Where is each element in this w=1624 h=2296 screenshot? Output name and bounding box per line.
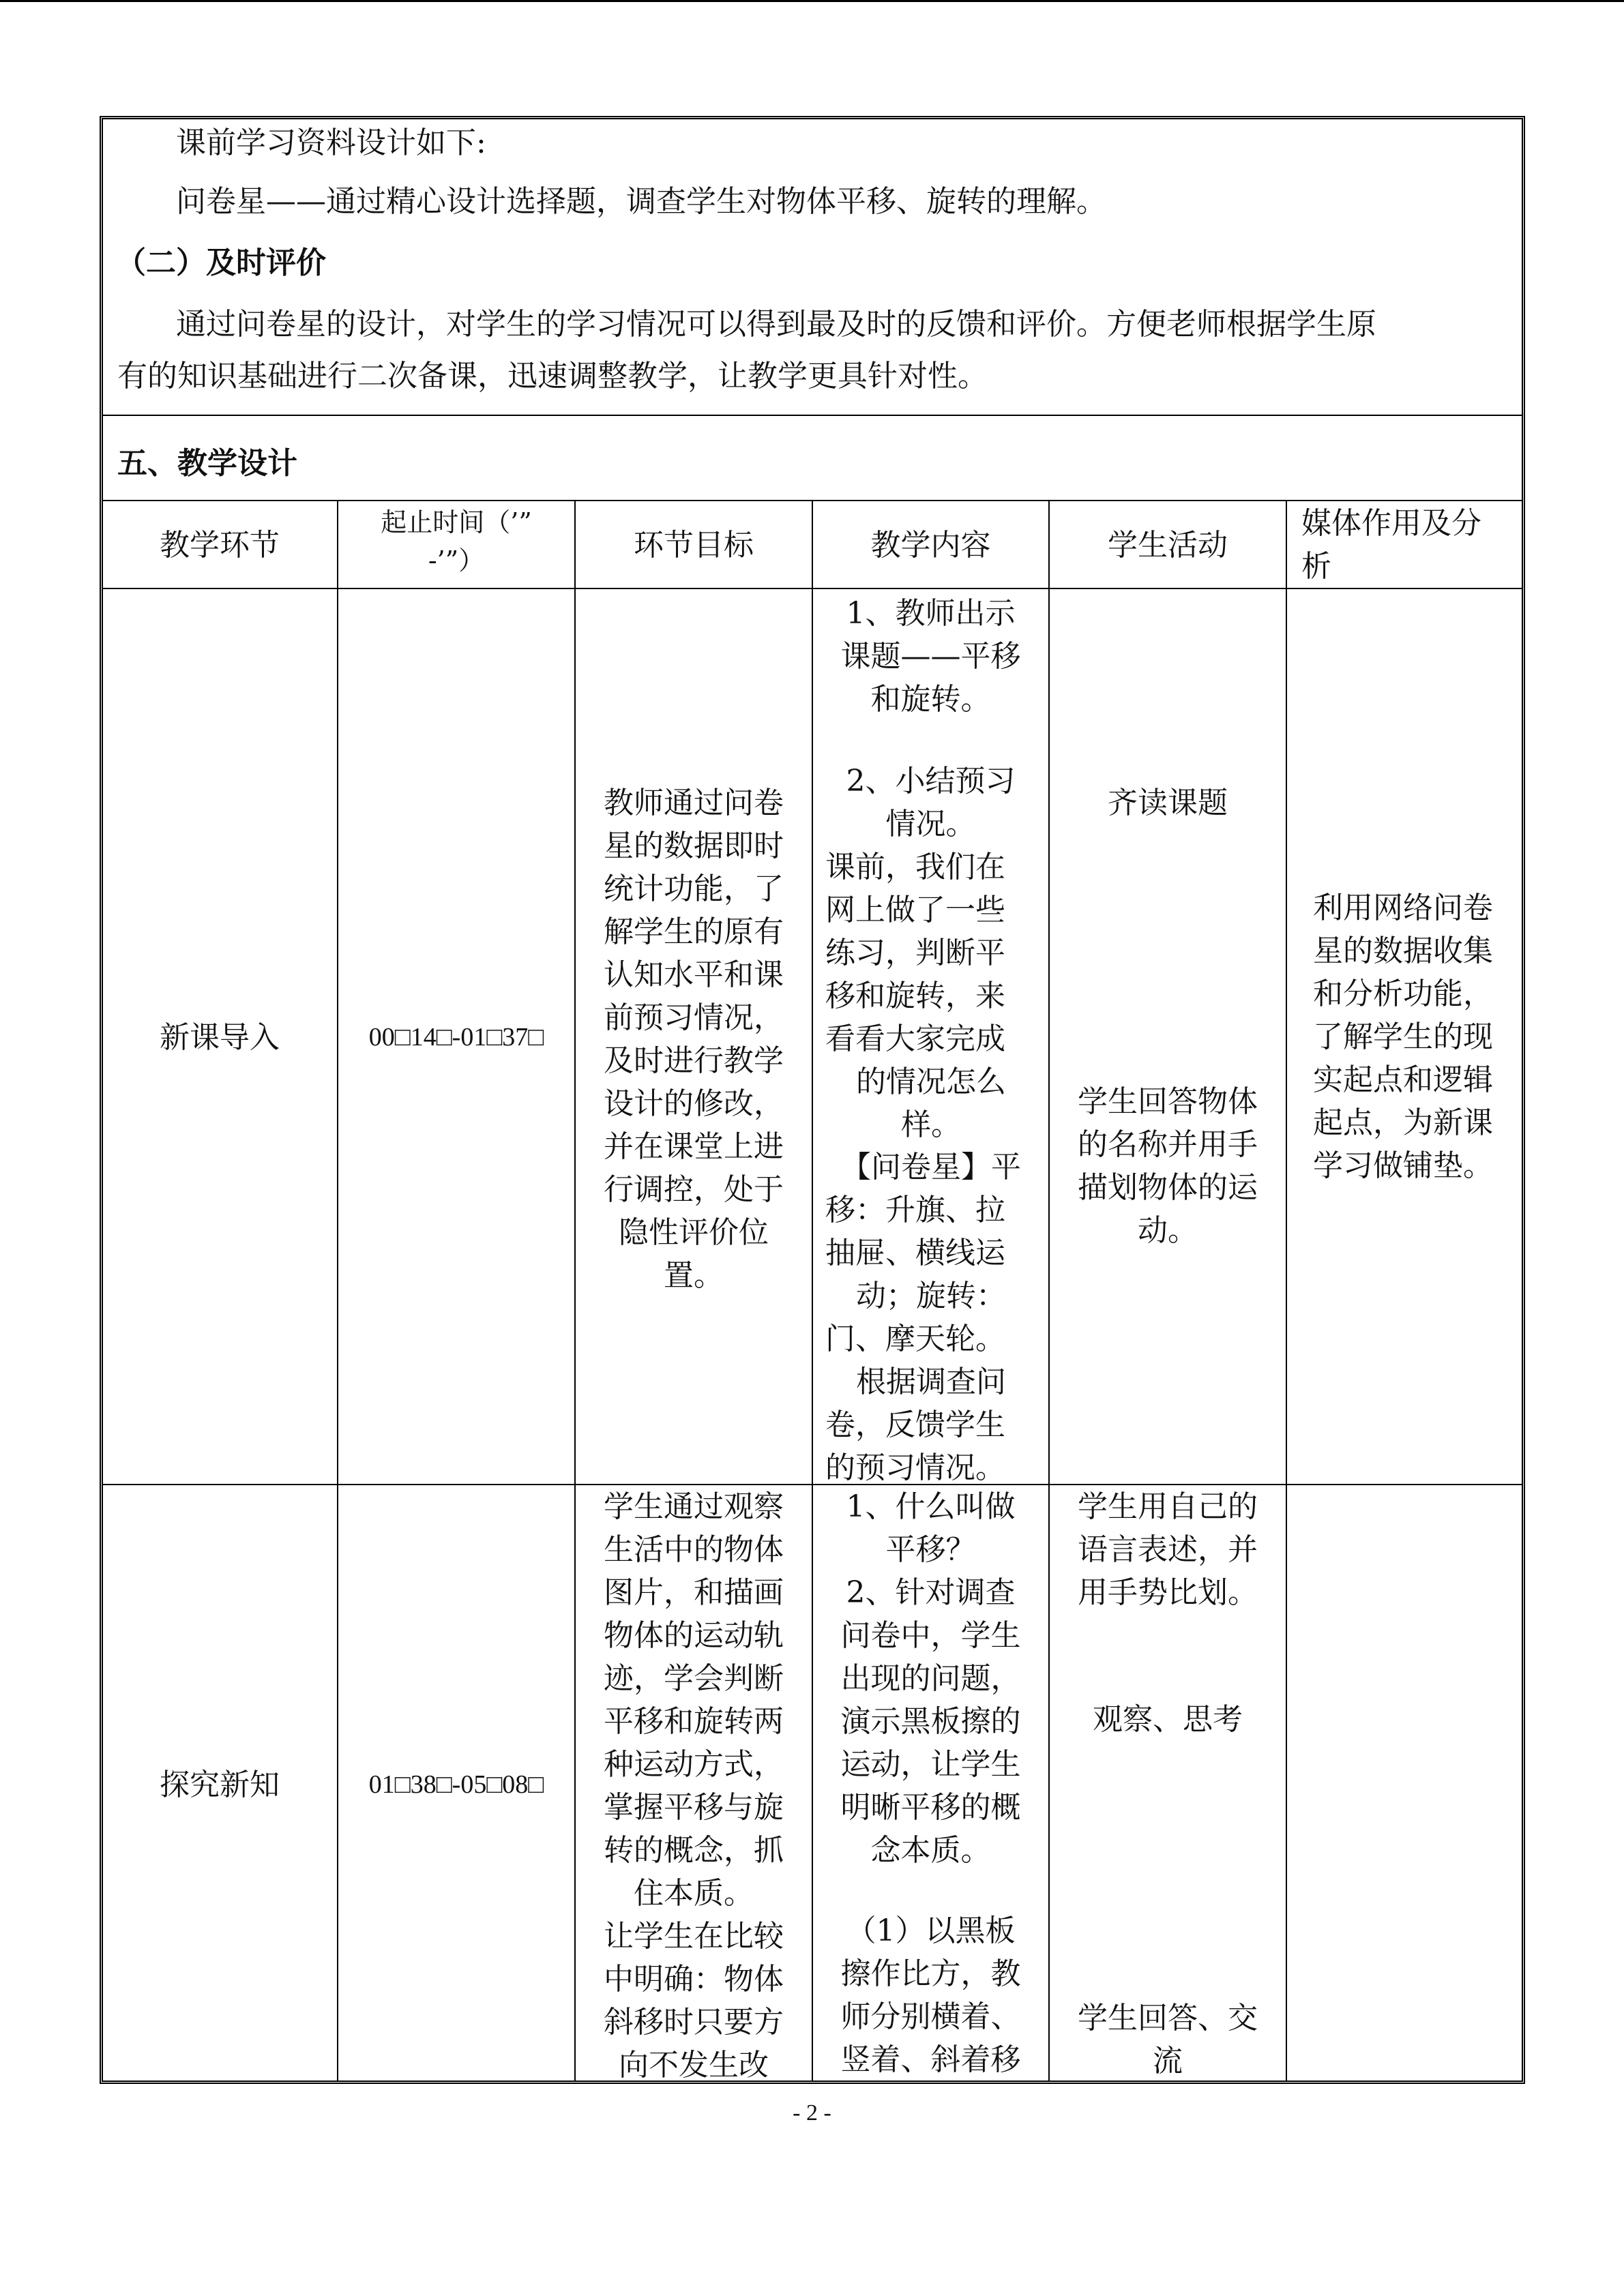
cell-text-line: 2、针对调查 [846,1575,1016,1610]
cell-text-line: 平移和旋转两 [604,1704,784,1739]
cell-text-line: 前预习情况， [604,1000,784,1035]
cell-text-line: 转的概念，抓 [604,1833,784,1868]
cell-text-line: 明晰平移的概 [840,1790,1021,1825]
cell-text-line: 学生用自己的 [1078,1489,1258,1524]
row1-goal [577,781,810,1297]
intro-line-2: 问卷星——通过精心设计选择题，调查学生对物体平移、旋转的理解。 [176,184,1106,219]
cell-text-line: 【问卷星】平 [841,1150,1021,1184]
column-divider [1048,501,1050,2081]
cell-text-line: 的预习情况。 [825,1450,1005,1485]
row2-stage: 探究新知 [160,1768,280,1802]
cell-text-line: （1）以黑板 [846,1913,1016,1948]
row1-stage: 新课导入 [160,1020,280,1055]
cell-text-line: 齐读课题 [1108,786,1228,820]
cell-text-line: 星的数据收集 [1313,934,1493,968]
cell-text-line: 练习，判断平 [825,936,1005,970]
cell-text-line: 学生回答物体 [1078,1084,1258,1119]
cell-text-line: 看看大家完成 [825,1022,1005,1056]
header-media: 媒体作用及分 析 [1301,506,1481,584]
cell-text-line: 擦作比方，教 [840,1956,1021,1991]
cell-text-line: 演示黑板擦的 [840,1704,1021,1739]
cell-text-line: 运动，让学生 [840,1747,1021,1782]
cell-text-line: 的情况怎么 [856,1064,1006,1099]
cell-text-line: 网上做了一些 [825,893,1005,927]
divider [102,415,1523,416]
cell-text-line: 物体的运动轨 [604,1618,784,1653]
cell-text-line: 门、摩天轮。 [825,1322,1005,1356]
cell-text-line: 斜移时只要方 [604,2005,784,2040]
cell-text-line: 生活中的物体 [604,1532,784,1567]
page-number: - 2 - [793,2100,831,2126]
cell-text-line: 起点，为新课 [1313,1105,1493,1140]
cell-text-line: 种运动方式， [604,1747,784,1782]
cell-text-line: 了解学生的现 [1313,1019,1493,1054]
row2-activity-discuss [1050,1997,1286,2083]
cell-text-line: 情况。 [885,807,976,841]
row1-content-summary [813,760,1048,846]
cell-text-line: 并在课堂上进 [604,1129,784,1164]
intro-line-1: 课前学习资料设计如下: [176,125,486,160]
cell-text-line: 动；旋转： [856,1279,1006,1313]
cell-text-line: 统计功能，了 [604,871,784,906]
cell-text-line: 语言表述，并 [1078,1532,1258,1567]
cell-text-line: 置。 [664,1258,724,1293]
cell-text-line: 1、教师出示 [846,596,1016,631]
row1-content-review [825,846,1037,1146]
cell-text-line: 行调控，处于 [604,1172,784,1207]
cell-text-line: 教师通过问卷 [604,786,784,820]
cell-text-line: 流 [1153,2044,1183,2078]
row2-activity-express [1050,1485,1286,1614]
cell-text-line: 向不发生改 [619,2048,769,2083]
cell-text-line: 问卷中，学生 [840,1618,1021,1653]
cell-text-line: 用手势比划。 [1078,1575,1258,1610]
row1-activity-answer [1050,1080,1286,1252]
cell-text-line: 星的数据即时 [604,829,784,863]
cell-text-line: 实起点和逻辑 [1313,1062,1493,1097]
row1-content-intro [813,592,1048,721]
cell-text-line: 和分析功能， [1313,976,1493,1011]
cell-text-line: 住本质。 [634,1876,754,1911]
column-divider [574,501,576,2081]
cell-text-line: 学生通过观察 [604,1489,784,1524]
column-divider [337,501,338,2081]
cell-text-line: 中明确：物体 [604,1962,784,1997]
row2-goal [577,1485,810,2087]
top-border-line [0,0,1624,2]
header-activity: 学生活动 [1108,528,1228,563]
row1-media [1287,886,1519,1187]
section-title: 五、教学设计 [117,446,297,481]
cell-text-line: 2、小结预习 [846,764,1016,799]
cell-text-line: 学习做铺垫。 [1313,1148,1493,1183]
cell-text-line: 样。 [901,1107,961,1142]
header-content: 教学内容 [870,528,991,563]
row1-time: 00□14□-01□37□ [368,1023,544,1052]
cell-text-line: 迹，学会判断 [604,1661,784,1696]
cell-text-line: 念本质。 [870,1833,991,1868]
cell-text-line: 观察、思考 [1093,1702,1243,1737]
cell-text-line: 出现的问题， [840,1661,1021,1696]
cell-text-line: 及时进行教学 [604,1043,784,1078]
cell-text-line: 抽屉、横线运 [825,1236,1005,1270]
cell-text-line: 动。 [1138,1213,1198,1248]
cell-text-line: 课题——平移 [840,639,1021,674]
cell-text-line: 掌握平移与旋 [604,1790,784,1825]
header-time: 起止时间（’” -’”） [381,507,532,576]
row1-activity-read [1050,781,1286,824]
cell-text-line: 图片，和描画 [604,1575,784,1610]
cell-text-line: 认知水平和课 [604,957,784,992]
cell-text-line: 平移？ [885,1532,976,1567]
cell-text-line: 利用网络问卷 [1313,891,1493,925]
cell-text-line: 移：升旗、拉 [825,1193,1005,1227]
cell-text-line: 根据调查问 [856,1365,1006,1399]
cell-text-line: 的名称并用手 [1078,1127,1258,1162]
cell-text-line: 让学生在比较 [604,1919,784,1954]
cell-text-line: 描划物体的运 [1078,1170,1258,1205]
cell-text-line: 隐性评价位 [619,1215,769,1250]
evaluation-paragraph-line-2: 有的知识基础进行二次备课，迅速调整教学，让教学更具针对性。 [117,359,988,393]
row2-time: 01□38□-05□08□ [368,1770,544,1799]
cell-text-line: 解学生的原有 [604,914,784,949]
cell-text-line: 师分别横着、 [840,1999,1021,2034]
column-divider [1286,501,1287,2081]
row2-activity-observe [1050,1698,1286,1741]
row1-content-survey [825,1146,1037,1489]
cell-text-line: 1、什么叫做 [846,1489,1016,1524]
cell-text-line: 学生回答、交 [1078,2001,1258,2036]
subheading-evaluation: （二）及时评价 [116,245,326,280]
cell-text-line: 移和旋转，来 [825,979,1005,1013]
cell-text-line: 课前，我们在 [825,850,1005,884]
cell-text-line: 设计的修改， [604,1086,784,1121]
cell-text-line: 和旋转。 [870,682,991,717]
header-stage: 教学环节 [160,528,280,563]
row2-content-demo [813,1909,1048,2081]
row2-content-questions [813,1485,1048,1872]
cell-text-line: 卷，反馈学生 [825,1407,1005,1442]
evaluation-paragraph-line-1: 通过问卷星的设计，对学生的学习情况可以得到最及时的反馈和评价。方便老师根据学生原 [176,307,1376,342]
cell-text-line: 竖着、斜着移 [840,2042,1021,2077]
header-goal: 环节目标 [634,528,754,563]
